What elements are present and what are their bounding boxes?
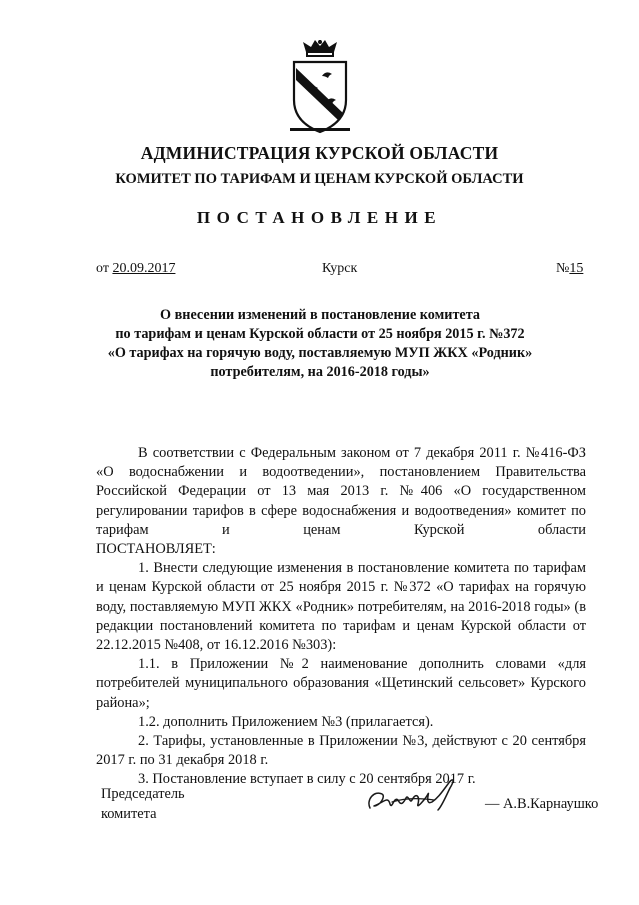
document-number (556, 261, 583, 277)
position-line: Председатель (101, 786, 185, 802)
document-type-title: ПОСТАНОВЛЕНИЕ (196, 208, 443, 227)
number-prefix: № (556, 261, 570, 276)
document-body (96, 444, 586, 790)
subject-line: потребителям, на 2016-2018 годы» (210, 364, 430, 380)
item-3-paragraph: 3. Постановление вступает в силу с 20 сентября 2017 г. (138, 771, 476, 788)
committee-title: КОМИТЕТ ПО ТАРИФАМ И ЦЕНАМ КУРСКОЙ ОБЛАСТИ (115, 171, 524, 187)
document-city: Курск (322, 261, 358, 276)
resolves-word: ПОСТАНОВЛЯЕТ: (96, 541, 216, 558)
signatory-name (485, 796, 598, 813)
handwritten-signature-icon (364, 776, 480, 818)
administration-title: АДМИНИСТРАЦИЯ КУРСКОЙ ОБЛАСТИ (140, 143, 499, 163)
name-text: А.В.Карнаушко (503, 796, 599, 812)
subject-line: по тарифам и ценам Курской области от 25 ноября 2015 г. №372 (115, 326, 525, 342)
item-2-paragraph: 2. Тарифы, установленные в Приложении №3, действуют с 20 сентября 2017 г. по 31 декабря 2018 г. (96, 733, 586, 769)
date-prefix: от (96, 261, 113, 276)
name-dash: — (485, 796, 500, 812)
item-1-1-paragraph: 1.1. в Приложении №2 наименование дополнить словами «для потребителей муниципального образования «Щетинский сельсовет» Курского района»; (96, 656, 586, 711)
item-1-2-paragraph: 1.2. дополнить Приложением №3 (прилагается). (138, 713, 434, 730)
position-line: комитета (101, 806, 157, 822)
signatory-position (101, 784, 185, 824)
document-subject (90, 306, 550, 382)
preamble-paragraph: В соответствии с Федеральным законом от 7 декабря 2011 г. №416-ФЗ «О водоснабжении и водоотведении», постановлением Правительства Российской Федерации от 13 мая 2013 г. №406 «О государственном регулировании тарифов в сфере водоснабжения и водоотведения» комитет по тарифам и ценам Курской области (96, 445, 586, 538)
document-date (96, 261, 175, 277)
subject-line: О внесении изменений в постановление комитета (160, 307, 480, 323)
coat-of-arms-icon (286, 40, 354, 134)
number-value: 15 (569, 261, 584, 276)
date-value: 20.09.2017 (112, 261, 176, 276)
item-1-paragraph: 1. Внести следующие изменения в постановление комитета по тарифам и ценам Курской области от 25 ноября 2015 г. №372 «О тарифах на горячую воду, поставляемую МУП ЖКХ «Родник» потребителям, на 2016-2018 годы» (в редакции постановлений комитета по тарифам и ценам Курской области от 22.12.2015 №408, от 16.12.2016 №303): (96, 560, 586, 654)
subject-line: «О тарифах на горячую воду, поставляемую МУП ЖКХ «Родник» (107, 345, 533, 361)
